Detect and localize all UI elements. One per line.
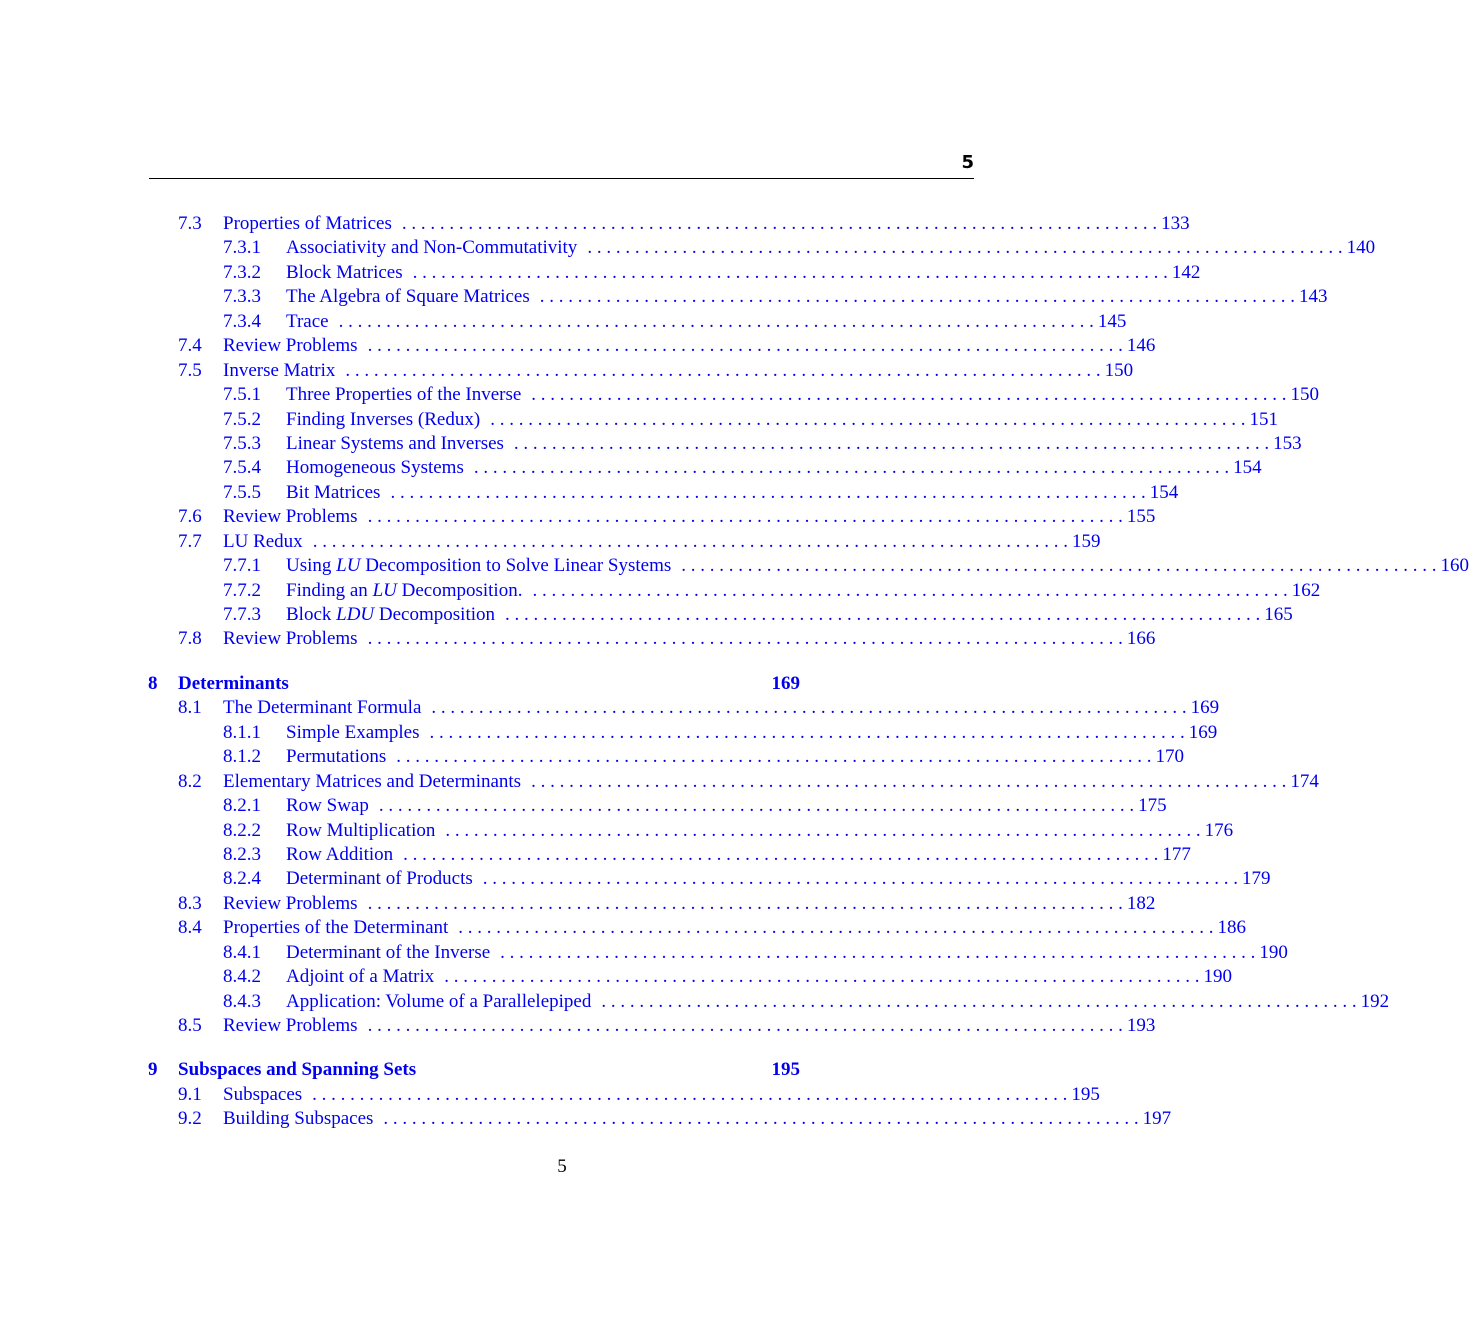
toc-dot-leader: . . . . . . . . . . . . . . . . . . . . . . . . . . . . . . . . . . . . . . . . . . . . . . . . . . . . . . . . . . . . . . . . . . . . . . . . . . . . . . . . xyxy=(601,990,1357,1012)
toc-entry[interactable] xyxy=(148,1014,1156,1038)
toc-entry[interactable] xyxy=(148,505,1156,529)
toc-entry[interactable] xyxy=(148,481,1179,505)
header-page-number: 5 xyxy=(961,152,974,173)
toc-dot-leader: . . . . . . . . . . . . . . . . . . . . . . . . . . . . . . . . . . . . . . . . . . . . . . . . . . . . . . . . . . . . . . . . . . . . . . . . . . . . . . . . xyxy=(681,555,1437,577)
toc-dot-leader: . . . . . . . . . . . . . . . . . . . . . . . . . . . . . . . . . . . . . . . . . . . . . . . . . . . . . . . . . . . . . . . . . . . . . . . . . . . . . . . . xyxy=(531,384,1287,406)
toc-dot-leader: . . . . . . . . . . . . . . . . . . . . . . . . . . . . . . . . . . . . . . . . . . . . . . . . . . . . . . . . . . . . . . . . . . . . . . . . . . . . . . . . xyxy=(367,628,1123,650)
toc-entry-number[interactable]: 7.8 xyxy=(178,628,202,650)
toc-dot-leader: . . . . . . . . . . . . . . . . . . . . . . . . . . . . . . . . . . . . . . . . . . . . . . . . . . . . . . . . . . . . . . . . . . . . . . . . . . . . . . . . xyxy=(396,746,1152,768)
toc-entry-number[interactable]: 7.7.3 xyxy=(223,604,261,625)
toc-entry-page[interactable]: 176 xyxy=(1204,819,1234,841)
toc-entry[interactable] xyxy=(148,916,1247,940)
toc-dot-leader: . . . . . . . . . . . . . . . . . . . . . . . . . . . . . . . . . . . . . . . . . . . . . . . . . . . . . . . . . . . . . . . . . . . . . . . . . . . . . . . . xyxy=(429,721,1185,743)
toc-dot-leader: . . . . . . . . . . . . . . . . . . . . . . . . . . . . . . . . . . . . . . . . . . . . . . . . . . . . . . . . . . . . . . . . . . . . . . . . . . . . . . . . xyxy=(587,237,1343,259)
toc-entry[interactable] xyxy=(148,408,1278,432)
toc-entry-number[interactable]: 8.1.1 xyxy=(223,721,261,743)
toc-entry[interactable] xyxy=(148,770,1319,794)
toc-dot-leader: . . . . . . . . . . . . . . . . . . . . . . . . . . . . . . . . . . . . . . . . . . . . . . . . . . . . . . . . . . . . . . . . . . . . . . . . . . . . . . . . xyxy=(500,941,1256,963)
toc-entry-title[interactable]: Review Problems xyxy=(223,335,358,357)
toc-entry-page[interactable]: 169 xyxy=(1188,721,1218,743)
toc-entry-title[interactable]: Elementary Matrices and Determinants xyxy=(223,770,522,792)
toc-entry-page[interactable]: 160 xyxy=(1440,555,1469,577)
toc-entry-number[interactable]: 7.5.2 xyxy=(223,408,261,430)
toc-entry-page[interactable]: 186 xyxy=(1217,917,1247,939)
toc-entry-page[interactable]: 165 xyxy=(1264,604,1293,625)
toc-entry-number[interactable]: 9 xyxy=(148,1059,158,1081)
toc-entry-number[interactable]: 7.5.5 xyxy=(223,481,261,503)
toc-entry-number[interactable]: 8.2.2 xyxy=(223,819,261,841)
toc-entry-title[interactable] xyxy=(286,603,495,627)
toc-chapter-entry[interactable] xyxy=(148,1058,800,1082)
toc-entry-title[interactable]: Simple Examples xyxy=(286,721,420,743)
toc-entry-page[interactable]: 150 xyxy=(1104,359,1134,381)
toc-entry-title[interactable]: Associativity and Non-Commutativity xyxy=(286,237,578,259)
toc-entry-page[interactable]: 174 xyxy=(1290,770,1319,792)
toc-entry-number[interactable]: 8.2.3 xyxy=(223,843,261,865)
toc-entry-number[interactable]: 9.2 xyxy=(178,1108,202,1130)
toc-entry-number[interactable]: 7.7.1 xyxy=(223,555,261,577)
toc-entry-page[interactable]: 151 xyxy=(1249,408,1278,430)
toc-entry-title[interactable]: Building Subspaces xyxy=(223,1108,374,1130)
toc-entry-title-part: Decomposition to Solve Linear Systems xyxy=(360,555,672,577)
toc-entry-title[interactable]: Review Problems xyxy=(223,628,358,650)
toc-entry[interactable] xyxy=(148,819,1234,843)
toc-entry-page[interactable]: 169 xyxy=(1190,697,1220,719)
toc-dot-leader: . . . . . . . . . . . . . . . . . . . . . . . . . . . . . . . . . . . . . . . . . . . . . . . . . . . . . . . . . . . . . . . . . . . . . . . . . . . . . . . . xyxy=(312,530,1068,552)
toc-dot-leader: . . . . . . . . . . . . . . . . . . . . . . . . . . . . . . . . . . . . . . . . . . . . . . . . . . . . . . . . . . . . . . . . . . . . . . . . . . . . . . . . xyxy=(531,770,1287,792)
toc-entry[interactable] xyxy=(148,1083,1100,1107)
toc-entry-number[interactable]: 7.7.2 xyxy=(223,579,261,601)
toc-entry-page[interactable]: 197 xyxy=(1142,1108,1172,1130)
footer-page-number: 5 xyxy=(557,1156,567,1177)
toc-entry-page[interactable]: 150 xyxy=(1290,384,1320,406)
toc-entry-title[interactable]: Bit Matrices xyxy=(286,481,381,503)
toc-entry-number[interactable]: 7.3.3 xyxy=(223,286,261,308)
toc-entry-page[interactable]: 143 xyxy=(1299,286,1328,308)
toc-dot-leader: . . . . . . . . . . . . . . . . . . . . . . . . . . . . . . . . . . . . . . . . . . . . . . . . . . . . . . . . . . . . . . . . . . . . . . . . . . . . . . . . xyxy=(338,310,1094,332)
toc-entry[interactable] xyxy=(148,745,1185,769)
toc-entry-page[interactable]: 155 xyxy=(1126,506,1156,528)
toc-entry[interactable] xyxy=(148,310,1127,334)
toc-entry-page[interactable]: 140 xyxy=(1346,237,1376,259)
toc-entry-title[interactable]: The Algebra of Square Matrices xyxy=(286,286,530,308)
toc-entry-page[interactable]: 179 xyxy=(1242,868,1271,890)
toc-dot-leader: . . . . . . . . . . . . . . . . . . . . . . . . . . . . . . . . . . . . . . . . . . . . . . . . . . . . . . . . . . . . . . . . . . . . . . . . . . . . . . . . xyxy=(458,917,1214,939)
toc-entry[interactable] xyxy=(148,990,1390,1014)
toc-entry-title-part: Finding an xyxy=(286,579,373,601)
toc-entry-number[interactable]: 8.4.3 xyxy=(223,990,261,1012)
toc-entry-title-part: Using xyxy=(286,555,337,577)
toc-entry-number[interactable]: 7.3.4 xyxy=(223,310,261,332)
toc-dot-leader: . . . . . . . . . . . . . . . . . . . . . . . . . . . . . . . . . . . . . . . . . . . . . . . . . . . . . . . . . . . . . . . . . . . . . . . . . . . . . . . . xyxy=(378,795,1135,817)
toc-entry-number[interactable]: 8.1 xyxy=(178,697,202,719)
toc-entry-number[interactable]: 8 xyxy=(148,672,158,694)
toc-entry-title-math: LU xyxy=(372,579,397,601)
toc-entry-page[interactable]: 195 xyxy=(771,1059,800,1081)
toc-dot-leader: . . . . . . . . . . . . . . . . . . . . . . . . . . . . . . . . . . . . . . . . . . . . . . . . . . . . . . . . . . . . . . . . . . . . . . . . . . . . . . . . xyxy=(401,213,1158,234)
toc-entry-number[interactable]: 7.3.2 xyxy=(223,261,261,283)
toc-dot-leader: . . . . . . . . . . . . . . . . . . . . . . . . . . . . . . . . . . . . . . . . . . . . . . . . . . . . . . . . . . . . . . . . . . . . . . . . . . . . . . . . xyxy=(312,1083,1068,1105)
toc-entry-number[interactable]: 7.5.3 xyxy=(223,432,261,454)
toc-entry-number[interactable]: 8.1.2 xyxy=(223,746,261,768)
toc-entry[interactable] xyxy=(148,456,1262,480)
toc-entry-number[interactable]: 8.4 xyxy=(178,917,202,939)
toc-entry-page[interactable]: 195 xyxy=(1071,1083,1100,1105)
toc-dot-leader: . . . . . . . . . . . . . . . . . . . . . . . . . . . . . . . . . . . . . . . . . . . . . . . . . . . . . . . . . . . . . . . . . . . . . . . . . . . . . . . . xyxy=(473,457,1230,479)
toc-dot-leader: . . . . . . . . . . . . . . . . . . . . . . . . . . . . . . . . . . . . . . . . . . . . . . . . . . . . . . . . . . . . . . . . . . . . . . . . . . . . . . . . xyxy=(345,359,1101,381)
toc-entry[interactable] xyxy=(148,941,1288,965)
toc-entry[interactable] xyxy=(148,892,1156,916)
toc-dot-leader: . . . . . . . . . . . . . . . . . . . . . . . . . . . . . . . . . . . . . . . . . . . . . . . . . . . . . . . . . . . . . . . . . . . . . . . . . . . . . . . . xyxy=(403,843,1159,865)
toc-entry-title[interactable]: Linear Systems and Inverses xyxy=(286,432,504,454)
toc-chapter-entry[interactable] xyxy=(148,672,800,696)
toc-entry-title-part: Decomposition. xyxy=(396,579,523,601)
toc-entry-title[interactable]: Three Properties of the Inverse xyxy=(286,384,522,406)
toc-entry[interactable] xyxy=(148,236,1376,260)
toc-entry-page[interactable]: 142 xyxy=(1171,261,1201,283)
toc-entry-page[interactable]: 190 xyxy=(1203,966,1233,988)
toc-entry[interactable] xyxy=(148,867,1271,891)
toc-entry-page[interactable]: 154 xyxy=(1233,457,1262,479)
toc-dot-leader: . . . . . . . . . . . . . . . . . . . . . . . . . . . . . . . . . . . . . . . . . . . . . . . . . . . . . . . . . . . . . . . . . . . . . . . . . . . . . . . . xyxy=(445,819,1201,841)
toc-dot-leader: . . . . . . . . . . . . . . . . . . . . . . . . . . . . . . . . . . . . . . . . . . . . . . . . . . . . . . . . . . . . . . . . . . . . . . . . . . . . . . . . xyxy=(367,506,1123,528)
toc-entry-page[interactable]: 192 xyxy=(1360,990,1390,1012)
toc-entry-page[interactable]: 193 xyxy=(1126,1015,1156,1036)
toc-entry-page[interactable]: 182 xyxy=(1126,892,1156,914)
toc-entry-number[interactable]: 7.4 xyxy=(178,335,202,357)
toc-entry-title[interactable]: LU Redux xyxy=(223,530,303,552)
toc-entry-title[interactable]: Subspaces and Spanning Sets xyxy=(178,1059,417,1081)
toc-entry-title[interactable]: Review Problems xyxy=(223,892,358,914)
header-rule xyxy=(149,178,974,179)
toc-entry[interactable] xyxy=(148,603,1293,627)
toc-entry-title[interactable]: Subspaces xyxy=(223,1083,303,1105)
toc-entry-page[interactable]: 177 xyxy=(1162,843,1191,865)
toc-dot-leader: . . . . . . . . . . . . . . . . . . . . . . . . . . . . . . . . . . . . . . . . . . . . . . . . . . . . . . . . . . . . . . . . . . . . . . . . . . . . . . . . xyxy=(532,579,1288,601)
toc-entry-number[interactable]: 8.2.4 xyxy=(223,868,261,890)
toc-entry-title[interactable] xyxy=(286,554,671,578)
toc-entry-page[interactable]: 153 xyxy=(1273,432,1302,454)
toc-entry[interactable] xyxy=(148,530,1101,554)
toc-dot-leader: . . . . . . . . . . . . . . . . . . . . . . . . . . . . . . . . . . . . . . . . . . . . . . . . . . . . . . . . . . . . . . . . . . . . . . . . . . . . . . . . xyxy=(513,432,1270,454)
toc-entry-page[interactable]: 133 xyxy=(1161,213,1190,234)
toc-entry-title-math: LDU xyxy=(336,604,375,625)
toc-entry-title[interactable]: Permutations xyxy=(286,746,387,768)
toc-entry-title[interactable]: Row Addition xyxy=(286,843,394,865)
toc-entry-number[interactable]: 7.5 xyxy=(178,359,202,381)
toc-entry-number[interactable]: 7.3 xyxy=(178,213,202,234)
toc-entry-number[interactable]: 9.1 xyxy=(178,1083,202,1105)
toc-entry-title[interactable]: Application: Volume of a Parallelepiped xyxy=(286,990,592,1012)
toc-entry-number[interactable]: 7.5.1 xyxy=(223,384,261,406)
toc-entry-title[interactable]: Homogeneous Systems xyxy=(286,457,464,479)
toc-entry[interactable] xyxy=(148,383,1320,407)
toc-entry-title[interactable]: Determinant of Products xyxy=(286,868,473,890)
toc-entry-title[interactable]: Review Problems xyxy=(223,506,358,528)
toc-entry-page[interactable]: 145 xyxy=(1097,310,1127,332)
toc-entry[interactable] xyxy=(148,432,1302,456)
toc-entry-page[interactable]: 169 xyxy=(771,672,800,694)
table-of-contents xyxy=(148,212,1469,1132)
toc-entry-number[interactable]: 7.3.1 xyxy=(223,237,261,259)
toc-entry-title[interactable]: Review Problems xyxy=(223,1015,358,1036)
toc-dot-leader: . . . . . . . . . . . . . . . . . . . . . . . . . . . . . . . . . . . . . . . . . . . . . . . . . . . . . . . . . . . . . . . . . . . . . . . . . . . . . . . . xyxy=(367,335,1123,357)
toc-dot-leader: . . . . . . . . . . . . . . . . . . . . . . . . . . . . . . . . . . . . . . . . . . . . . . . . . . . . . . . . . . . . . . . . . . . . . . . . . . . . . . . . xyxy=(412,261,1168,283)
toc-entry-title[interactable]: Properties of Matrices xyxy=(223,213,392,234)
toc-entry[interactable] xyxy=(148,721,1218,745)
toc-entry-title[interactable]: Block Matrices xyxy=(286,261,403,283)
toc-entry[interactable] xyxy=(148,554,1469,578)
toc-entry[interactable] xyxy=(148,627,1156,651)
toc-dot-leader: . . . . . . . . . . . . . . . . . . . . . . . . . . . . . . . . . . . . . . . . . . . . . . . . . . . . . . . . . . . . . . . . . . . . . . . . . . . . . . . . xyxy=(431,697,1187,719)
toc-dot-leader: . . . . . . . . . . . . . . . . . . . . . . . . . . . . . . . . . . . . . . . . . . . . . . . . . . . . . . . . . . . . . . . . . . . . . . . . . . . . . . . . xyxy=(539,286,1295,308)
toc-entry-title-part: Block xyxy=(286,604,337,625)
toc-entry[interactable] xyxy=(148,359,1134,383)
toc-entry-title[interactable]: Trace xyxy=(286,310,329,332)
toc-entry-number[interactable]: 8.2.1 xyxy=(223,795,261,817)
toc-entry-page[interactable]: 154 xyxy=(1149,481,1179,503)
toc-entry-page[interactable]: 175 xyxy=(1138,795,1167,817)
toc-entry-title-math: LU xyxy=(336,555,361,577)
toc-entry-title[interactable] xyxy=(286,579,522,603)
toc-entry[interactable] xyxy=(148,285,1328,309)
toc-entry-number[interactable]: 8.4.2 xyxy=(223,966,261,988)
toc-dot-leader: . . . . . . . . . . . . . . . . . . . . . . . . . . . . . . . . . . . . . . . . . . . . . . . . . . . . . . . . . . . . . . . . . . . . . . . . . . . . . . . . xyxy=(383,1108,1139,1130)
toc-entry[interactable] xyxy=(148,965,1233,989)
toc-entry-page[interactable]: 166 xyxy=(1126,628,1156,650)
toc-dot-leader: . . . . . . . . . . . . . . . . . . . . . . . . . . . . . . . . . . . . . . . . . . . . . . . . . . . . . . . . . . . . . . . . . . . . . . . . . . . . . . . . xyxy=(390,481,1146,503)
toc-entry-title[interactable]: Determinants xyxy=(178,672,289,694)
toc-entry-page[interactable]: 190 xyxy=(1259,941,1288,963)
toc-entry-number[interactable]: 7.6 xyxy=(178,506,202,528)
toc-entry[interactable] xyxy=(148,212,1190,236)
toc-entry-number[interactable]: 8.3 xyxy=(178,892,202,914)
toc-dot-leader: . . . . . . . . . . . . . . . . . . . . . . . . . . . . . . . . . . . . . . . . . . . . . . . . . . . . . . . . . . . . . . . . . . . . . . . . . . . . . . . . xyxy=(490,408,1246,430)
toc-entry-title[interactable]: Row Multiplication xyxy=(286,819,436,841)
toc-entry-page[interactable]: 146 xyxy=(1126,335,1156,357)
toc-entry-number[interactable]: 8.2 xyxy=(178,770,202,792)
toc-entry-page[interactable]: 159 xyxy=(1071,530,1101,552)
toc-entry[interactable] xyxy=(148,579,1321,603)
toc-entry[interactable] xyxy=(148,261,1201,285)
toc-entry-title[interactable]: Adjoint of a Matrix xyxy=(286,966,435,988)
toc-entry-title[interactable]: Inverse Matrix xyxy=(223,359,336,381)
toc-dot-leader: . . . . . . . . . . . . . . . . . . . . . . . . . . . . . . . . . . . . . . . . . . . . . . . . . . . . . . . . . . . . . . . . . . . . . . . . . . . . . . . . xyxy=(444,966,1200,988)
toc-entry-number[interactable]: 7.5.4 xyxy=(223,457,261,479)
toc-entry-title[interactable]: Properties of the Determinant xyxy=(223,917,449,939)
toc-entry[interactable] xyxy=(148,794,1167,818)
toc-entry-title[interactable]: Finding Inverses (Redux) xyxy=(286,408,481,430)
toc-dot-leader: . . . . . . . . . . . . . . . . . . . . . . . . . . . . . . . . . . . . . . . . . . . . . . . . . . . . . . . . . . . . . . . . . . . . . . . . . . . . . . . . xyxy=(367,1015,1123,1036)
toc-entry-page[interactable]: 162 xyxy=(1291,579,1321,601)
toc-entry[interactable] xyxy=(148,1107,1172,1131)
toc-entry-page[interactable]: 170 xyxy=(1155,746,1185,768)
toc-entry[interactable] xyxy=(148,696,1220,720)
toc-entry[interactable] xyxy=(148,843,1191,867)
toc-entry[interactable] xyxy=(148,334,1156,358)
toc-dot-leader: . . . . . . . . . . . . . . . . . . . . . . . . . . . . . . . . . . . . . . . . . . . . . . . . . . . . . . . . . . . . . . . . . . . . . . . . . . . . . . . . xyxy=(482,868,1239,890)
toc-entry-number[interactable]: 8.4.1 xyxy=(223,941,261,963)
toc-entry-number[interactable]: 8.5 xyxy=(178,1015,202,1036)
toc-entry-title[interactable]: The Determinant Formula xyxy=(223,697,422,719)
toc-dot-leader: . . . . . . . . . . . . . . . . . . . . . . . . . . . . . . . . . . . . . . . . . . . . . . . . . . . . . . . . . . . . . . . . . . . . . . . . . . . . . . . . xyxy=(505,604,1261,625)
toc-entry-title[interactable]: Row Swap xyxy=(286,795,369,817)
toc-dot-leader: . . . . . . . . . . . . . . . . . . . . . . . . . . . . . . . . . . . . . . . . . . . . . . . . . . . . . . . . . . . . . . . . . . . . . . . . . . . . . . . . xyxy=(367,892,1123,914)
toc-entry-number[interactable]: 7.7 xyxy=(178,530,202,552)
toc-entry-title[interactable]: Determinant of the Inverse xyxy=(286,941,491,963)
toc-entry-title-part: Decomposition xyxy=(374,604,496,625)
